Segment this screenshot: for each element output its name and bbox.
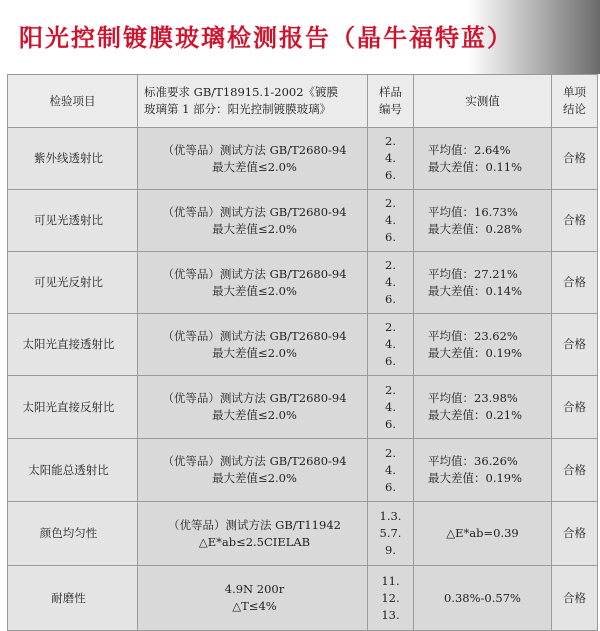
measured-line: 最大差值：0.19% bbox=[428, 471, 523, 485]
header-standard-line: 玻璃第 1 部分：阳光控制镀膜玻璃》 bbox=[144, 102, 332, 116]
sample-line: 4. bbox=[385, 462, 396, 477]
measured-cell bbox=[414, 566, 552, 631]
measured-cell bbox=[414, 376, 552, 439]
sample-line: 1.3. bbox=[379, 509, 402, 523]
measured-line: 0.38%-0.57% bbox=[444, 590, 521, 605]
sample-line: 6. bbox=[385, 168, 396, 182]
standard-cell bbox=[138, 128, 368, 190]
verdict-cell: 合格 bbox=[552, 190, 598, 252]
sample-line: 13. bbox=[381, 607, 400, 622]
measured-cell bbox=[414, 128, 552, 190]
header-item: 检验项目 bbox=[8, 75, 138, 128]
sample-cell bbox=[368, 376, 414, 439]
item-cell: 太阳光直接反射比 bbox=[8, 376, 138, 439]
verdict-cell: 合格 bbox=[552, 314, 598, 376]
measured-line: 最大差值：0.28% bbox=[428, 221, 523, 236]
sample-line: 9. bbox=[385, 543, 396, 557]
sample-line: 12. bbox=[381, 590, 400, 605]
item-cell: 紫外线透射比 bbox=[8, 128, 138, 190]
sample-line: 5.7. bbox=[379, 526, 402, 540]
measured-line: 最大差值：0.14% bbox=[428, 283, 523, 298]
standard-line: （优等品）测试方法 GB/T2680-94 bbox=[162, 204, 347, 219]
sample-line: 4. bbox=[385, 337, 396, 351]
verdict-cell: 合格 bbox=[552, 566, 598, 631]
table-row bbox=[8, 566, 598, 631]
measured-line: 最大差值：0.11% bbox=[428, 159, 523, 174]
item-cell: 可见光透射比 bbox=[8, 190, 138, 252]
measured-line: 平均值：36.26% bbox=[428, 454, 518, 468]
title-bar bbox=[0, 0, 600, 74]
measured-line: 平均值：2.64% bbox=[428, 142, 511, 157]
table-row bbox=[8, 128, 598, 190]
sample-line: 2. bbox=[385, 320, 396, 334]
sample-line: 2. bbox=[385, 382, 396, 397]
measured-cell bbox=[414, 439, 552, 502]
item-cell: 可见光反射比 bbox=[8, 252, 138, 314]
sample-line: 6. bbox=[385, 354, 396, 368]
header-verdict-line: 单项 bbox=[563, 85, 586, 99]
measured-line: 最大差值：0.19% bbox=[428, 345, 523, 360]
measured-line: 最大差值：0.21% bbox=[428, 408, 523, 422]
standard-line: 最大差值≤2.0% bbox=[212, 345, 297, 360]
sample-line: 6. bbox=[385, 479, 396, 494]
standard-line: △E*ab≤2.5CIELAB bbox=[198, 534, 311, 549]
verdict-cell: 合格 bbox=[552, 252, 598, 314]
standard-line: （优等品）测试方法 GB/T2680-94 bbox=[162, 266, 347, 281]
standard-line: 最大差值≤2.0% bbox=[212, 283, 297, 298]
measured-cell bbox=[414, 502, 552, 566]
sample-line: 11. bbox=[381, 573, 400, 588]
sample-cell bbox=[368, 190, 414, 252]
sample-line: 6. bbox=[385, 230, 396, 244]
item-cell: 太阳能总透射比 bbox=[8, 439, 138, 502]
header-sample bbox=[368, 75, 414, 128]
measured-line: 平均值：23.98% bbox=[428, 391, 518, 405]
standard-line: 最大差值≤2.0% bbox=[212, 159, 297, 174]
sample-line: 4. bbox=[385, 213, 396, 227]
sample-line: 6. bbox=[385, 416, 396, 431]
measured-line: △E*ab=0.39 bbox=[446, 526, 519, 540]
standard-line: （优等品）测试方法 GB/T2680-94 bbox=[162, 391, 347, 405]
table-row bbox=[8, 439, 598, 502]
verdict-cell: 合格 bbox=[552, 376, 598, 439]
header-verdict-line: 结论 bbox=[563, 102, 586, 116]
table-row bbox=[8, 314, 598, 376]
header-sample-line: 样品 bbox=[379, 85, 402, 99]
standard-line: 4.9N 200r bbox=[224, 582, 285, 596]
standard-cell bbox=[138, 252, 368, 314]
standard-cell bbox=[138, 190, 368, 252]
sample-cell bbox=[368, 439, 414, 502]
verdict-cell: 合格 bbox=[552, 502, 598, 566]
table-row bbox=[8, 376, 598, 439]
sample-line: 2. bbox=[385, 134, 396, 148]
item-cell: 耐磨性 bbox=[8, 566, 138, 631]
standard-line: （优等品）测试方法 GB/T2680-94 bbox=[162, 142, 347, 157]
sample-cell bbox=[368, 128, 414, 190]
standard-line: △T≤4% bbox=[232, 599, 277, 613]
verdict-cell: 合格 bbox=[552, 439, 598, 502]
table-header-row bbox=[8, 75, 598, 128]
standard-cell bbox=[138, 566, 368, 631]
sample-line: 4. bbox=[385, 151, 396, 165]
measured-line: 平均值：23.62% bbox=[428, 328, 518, 343]
sample-line: 4. bbox=[385, 399, 396, 414]
sample-cell bbox=[368, 502, 414, 566]
item-cell: 颜色均匀性 bbox=[8, 502, 138, 566]
sample-line: 6. bbox=[385, 292, 396, 306]
standard-line: （优等品）测试方法 GB/T2680-94 bbox=[162, 454, 347, 468]
header-standard-line: 标准要求 GB/T18915.1-2002《镀膜 bbox=[144, 85, 339, 99]
header-sample-line: 编号 bbox=[379, 102, 402, 116]
header-standard bbox=[138, 75, 368, 128]
measured-line: 平均值：27.21% bbox=[428, 266, 518, 281]
table-row bbox=[8, 252, 598, 314]
header-measured: 实测值 bbox=[414, 75, 552, 128]
sample-cell bbox=[368, 314, 414, 376]
sample-line: 4. bbox=[385, 275, 396, 289]
item-cell: 太阳光直接透射比 bbox=[8, 314, 138, 376]
measured-cell bbox=[414, 190, 552, 252]
standard-cell bbox=[138, 439, 368, 502]
table-row bbox=[8, 502, 598, 566]
header-verdict bbox=[552, 75, 598, 128]
sample-cell bbox=[368, 252, 414, 314]
sample-line: 2. bbox=[385, 445, 396, 460]
sample-line: 2. bbox=[385, 258, 396, 272]
measured-cell bbox=[414, 314, 552, 376]
report-table bbox=[7, 74, 598, 631]
standard-line: （优等品）测试方法 GB/T11942 bbox=[168, 517, 341, 532]
standard-line: （优等品）测试方法 GB/T2680-94 bbox=[162, 328, 347, 343]
standard-cell bbox=[138, 314, 368, 376]
sample-cell bbox=[368, 566, 414, 631]
standard-cell bbox=[138, 502, 368, 566]
sample-line: 2. bbox=[385, 196, 396, 210]
measured-cell bbox=[414, 252, 552, 314]
report-title: 阳光控制镀膜玻璃检测报告（晶牛福特蓝） bbox=[19, 23, 513, 52]
standard-line: 最大差值≤2.0% bbox=[212, 221, 297, 236]
verdict-cell: 合格 bbox=[552, 128, 598, 190]
standard-line: 最大差值≤2.0% bbox=[212, 408, 297, 422]
standard-line: 最大差值≤2.0% bbox=[212, 471, 297, 485]
standard-cell bbox=[138, 376, 368, 439]
table-row bbox=[8, 190, 598, 252]
measured-line: 平均值：16.73% bbox=[428, 204, 518, 219]
